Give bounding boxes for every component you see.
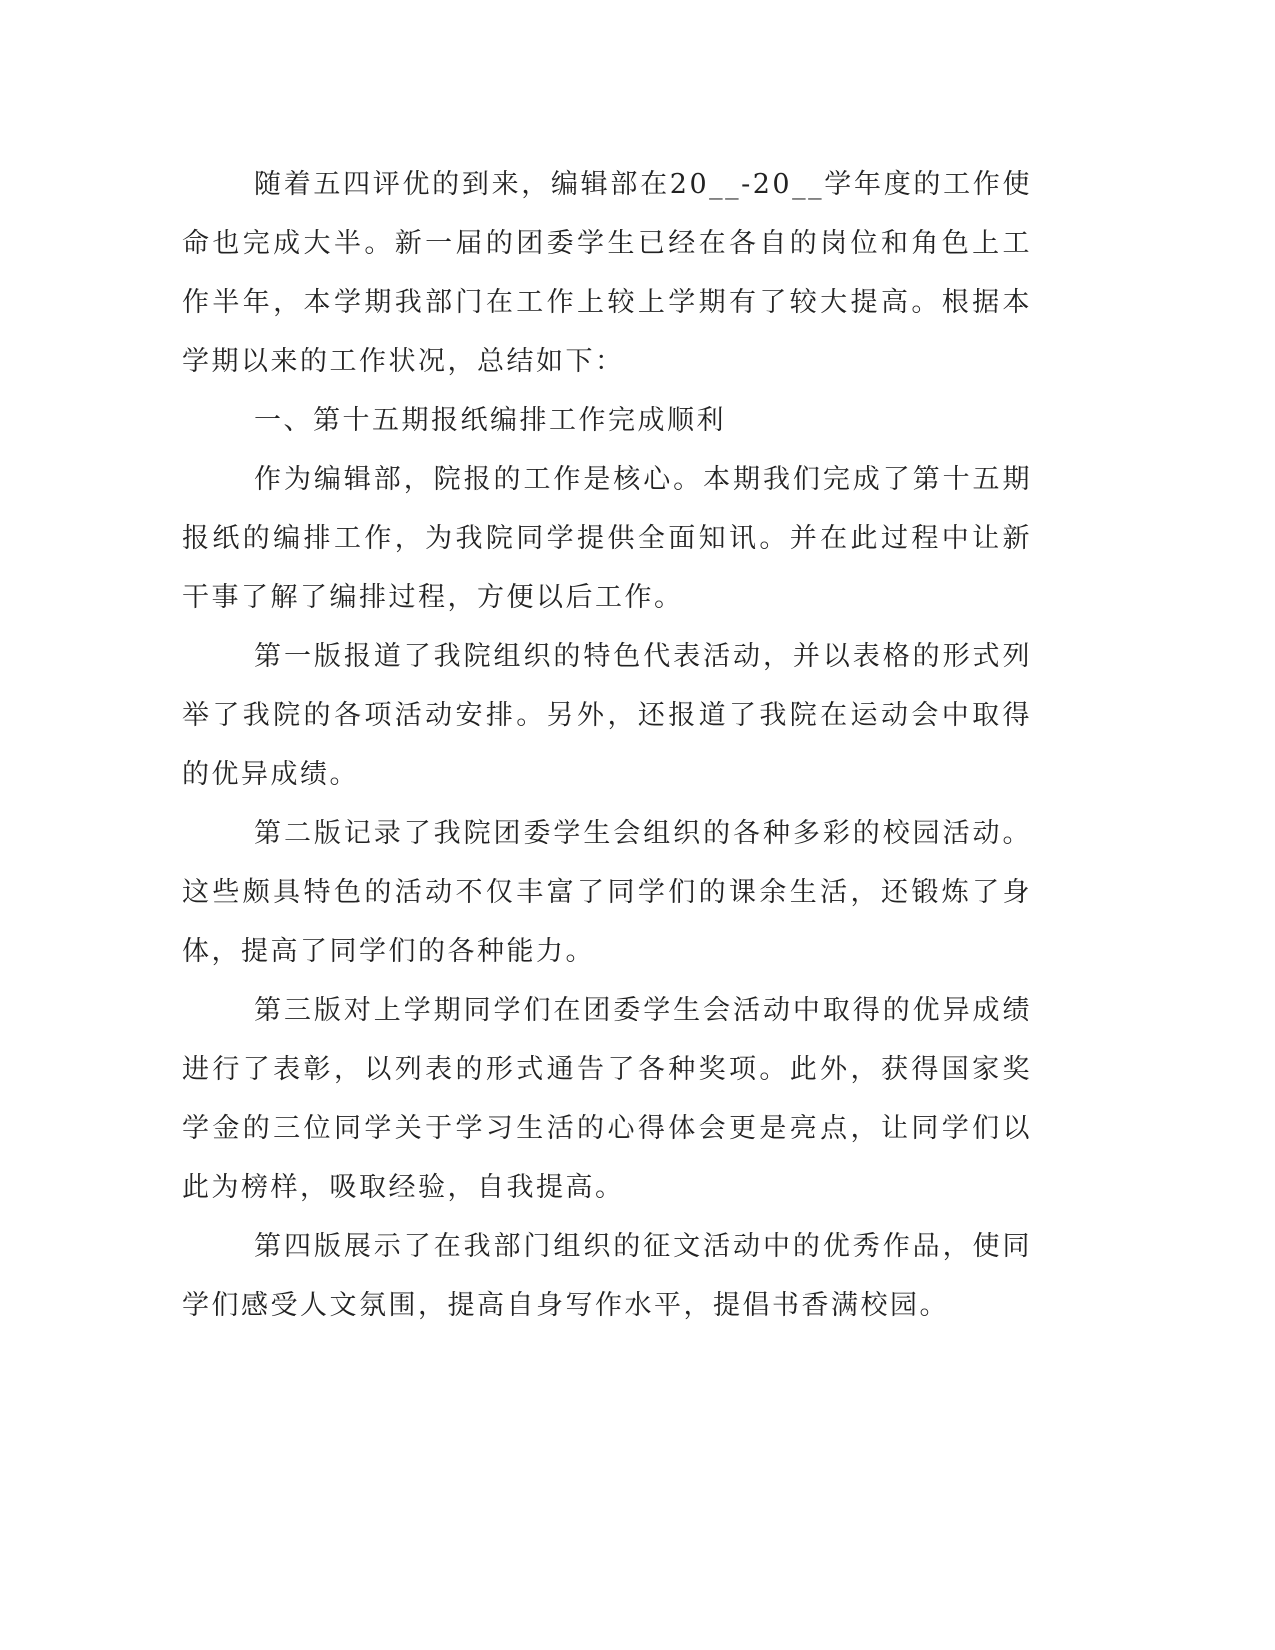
document-body (182, 155, 1032, 1335)
body-paragraph: 第四版展示了在我部门组织的征文活动中的优秀作品，使同学们感受人文氛围，提高自身写作水平，提倡书香满校园。 (182, 1231, 1032, 1321)
body-paragraph: 作为编辑部，院报的工作是核心。本期我们完成了第十五期报纸的编排工作，为我院同学提供全面知讯。并在此过程中让新干事了解了编排过程，方便以后工作。 (182, 464, 1032, 613)
body-paragraph: 第一版报道了我院组织的特色代表活动，并以表格的形式列举了我院的各项活动安排。另外，还报道了我院在运动会中取得的优异成绩。 (182, 641, 1032, 790)
section-heading: 一、第十五期报纸编排工作完成顺利 (254, 405, 726, 436)
body-paragraph: 第二版记录了我院团委学生会组织的各种多彩的校园活动。这些颇具特色的活动不仅丰富了同学们的课余生活，还锻炼了身体，提高了同学们的各种能力。 (182, 818, 1032, 967)
body-paragraph: 第三版对上学期同学们在团委学生会活动中取得的优异成绩进行了表彰，以列表的形式通告了各种奖项。此外，获得国家奖学金的三位同学关于学习生活的心得体会更是亮点，让同学们以此为榜样，吸取经验，自我提高。 (182, 995, 1032, 1203)
intro-paragraph: 随着五四评优的到来，编辑部在20__-20__学年度的工作使命也完成大半。新一届的团委学生已经在各自的岗位和角色上工作半年，本学期我部门在工作上较上学期有了较大提高。根据本学期以来的工作状况，总结如下： (182, 169, 1032, 377)
